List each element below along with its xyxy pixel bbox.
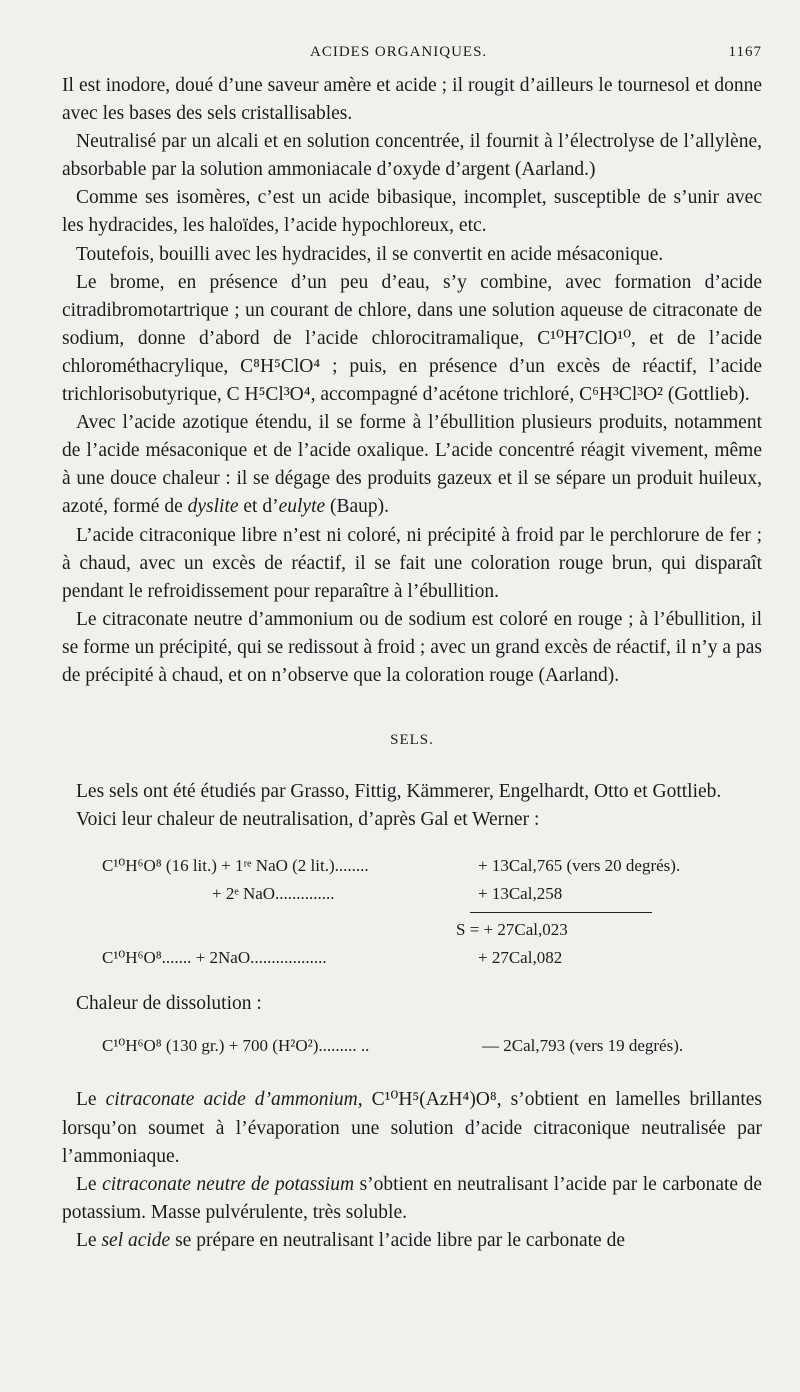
text-run: , accompagné d’acétone trichloré, xyxy=(310,384,580,406)
italic-term: citraconate acide d’ammonium xyxy=(105,1089,358,1111)
paragraph-isomers: Comme ses isomères, c’est un acide bibasique, incomplet, susceptible de s’unir avec les hydracides, les haloïdes, l’acide hypochloreux, etc. xyxy=(62,187,762,237)
paragraph-ammonium xyxy=(62,1086,762,1170)
italic-term: eulyte xyxy=(278,496,326,518)
paragraph-hydracids: Toutefois, bouilli avec les hydracides, il se convertit en acide mésaconique. xyxy=(76,243,664,265)
paragraph-neutral-citraconate: Le citraconate neutre d’ammonium ou de sodium est coloré en rouge ; à l’ébullition, il se forme un précipité, qui se redissout à froid ; avec un grand excès de réactif, il n’y a pas de précipité à chaud, et on n’observe que la coloration rouge (Aarland). xyxy=(62,608,762,686)
formula: C⁶H³Cl³O² xyxy=(579,384,664,406)
diss-left: C¹⁰H⁶O⁸ (130 gr.) + 700 (H²O²)......... .. xyxy=(102,1036,370,1056)
eq-row-3-right: + 27Cal,082 xyxy=(478,948,563,968)
italic-term: citraconate neutre de potassium xyxy=(102,1173,355,1195)
eq-row-2-left: + 2ᵉ NaO.............. xyxy=(212,884,335,904)
italic-term: dyslite xyxy=(187,496,239,518)
text-run: , s’obtient en lamelles brillantes lorsqu’on soumet à l’évaporation une solution d’acide citraconique neutralisée par l’ammoniaque. xyxy=(62,1089,763,1167)
formula: C H⁵Cl³O⁴ xyxy=(226,384,311,406)
page-body xyxy=(62,72,762,1255)
dissolution-table xyxy=(62,1018,762,1068)
paragraph-perchloride: L’acide citraconique libre n’est ni coloré, ni précipité à froid par le perchlorure de fer ; à chaud, avec un excès de réactif, il se fait une coloration rouge brun, qui disparaît pendant le refroidissement pour reparaître à l’ébullition. xyxy=(62,524,762,602)
eq-sum: S = + 27Cal,023 xyxy=(456,920,568,940)
neutralisation-table xyxy=(62,846,762,976)
text-run: Le xyxy=(76,1229,102,1251)
text-run: Avec l’acide azotique étendu, il se forme à l’ébullition plusieurs produits, notamment de l’acide mésaconique et de l’acide oxalique. L’acide concentré réagit vivement, même à une douce chaleur : il se dégage des produits gazeux et il se sépare un produit huileux, azoté, formé de xyxy=(62,412,762,518)
text-run: Le xyxy=(76,1173,103,1195)
text-run: (Gottlieb). xyxy=(663,384,750,406)
text-run: se prépare en neutralisant l’acide libre par le carbonate de xyxy=(170,1229,625,1251)
italic-term: sel acide xyxy=(101,1229,171,1251)
eq-row-1-right: + 13Cal,765 (vers 20 degrés). xyxy=(478,856,681,876)
eq-row-1-left: C¹⁰H⁶O⁸ (16 lit.) + 1ʳᵉ NaO (2 lit.)........ xyxy=(102,856,369,876)
eq-row-3-left: C¹⁰H⁶O⁸....... + 2NaO.................. xyxy=(102,948,327,968)
formula: , C¹⁰H⁵(AzH⁴)O⁸ xyxy=(357,1089,497,1111)
text-run: et d’ xyxy=(238,496,279,518)
paragraph-nitric-acid xyxy=(62,409,762,521)
formula: C⁸H⁵ClO⁴ xyxy=(240,355,321,377)
diss-right: — 2Cal,793 (vers 19 degrés). xyxy=(482,1036,684,1056)
text-run: (Baup). xyxy=(325,496,390,518)
paragraph-acid-salt xyxy=(62,1227,762,1255)
paragraph-electrolysis: Neutralisé par un alcali et en solution concentrée, il fournit à l’électrolyse de l’allylène, absorbable par la solution ammoniacale d’oxyde d’argent (Aarland.) xyxy=(62,131,762,181)
dissolution-title: Chaleur de dissolution : xyxy=(76,993,262,1015)
text-run: Le brome, en présence d’un peu d’eau, s’y combine, avec formation d’acide citradibromotartrique ; un courant de chlore, dans une solution aqueuse de citraconate de sodium, donne d’abord de l’acide chlorocitramalique, xyxy=(62,271,762,349)
page-number: 1167 xyxy=(728,44,762,60)
paragraph-odor: Il est inodore, doué d’une saveur amère et acide ; il rougit d’ailleurs le tournesol et donne avec les bases des sels cristallisables. xyxy=(62,75,762,125)
formula: C¹⁰H⁷ClO¹⁰ xyxy=(537,327,632,349)
paragraph-bromine xyxy=(62,269,762,409)
eq-row-2-right: + 13Cal,258 xyxy=(478,884,563,904)
section-title: SELS. xyxy=(390,732,434,749)
paragraph-neutralisation-heat: Voici leur chaleur de neutralisation, d’après Gal et Werner : xyxy=(76,809,540,831)
text-run: Le xyxy=(76,1089,106,1111)
header-title: ACIDES ORGANIQUES. xyxy=(310,44,488,60)
sum-rule xyxy=(470,912,652,913)
text-run: s’obtient en neutralisant l’acide par le carbonate de potassium. Masse pulvérulente, très soluble. xyxy=(62,1173,762,1223)
text-run: , et de l’acide chlorométhacrylique, xyxy=(62,327,762,377)
text-run: ; puis, en présence d’un excès de réactif, l’acide trichlorisobutyrique, xyxy=(62,355,762,406)
paragraph-potassium xyxy=(62,1171,762,1227)
paragraph-salts: Les sels ont été étudiés par Grasso, Fittig, Kämmerer, Engelhardt, Otto et Gottlieb. xyxy=(76,781,722,803)
